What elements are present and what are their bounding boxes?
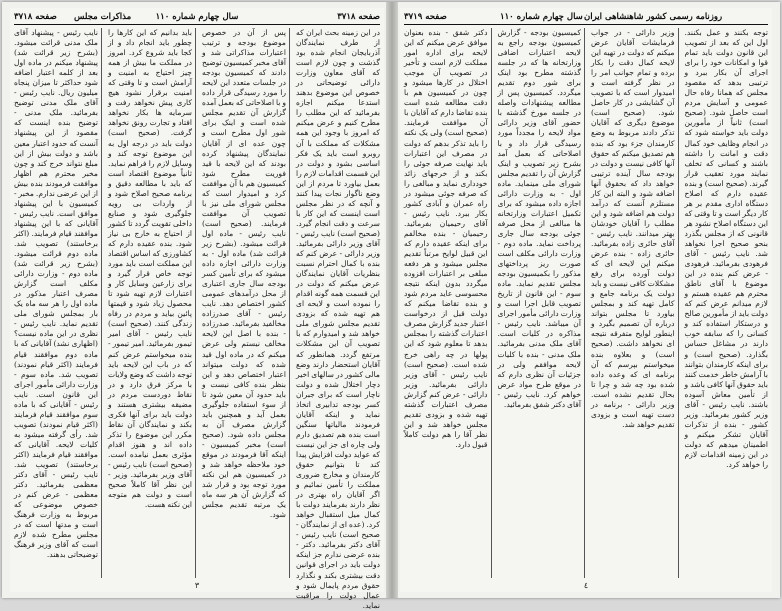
- left-column-2: پس از آن در خصوص موضوع بودجه و ترتیب اعتبارات مذاکراتی شد و آقای مخبر کمیسیون توضیح دادند که کمیسیون بودجه در جلسات متعدد این لایحه را مورد رسیدگی قرار داده و با اصلاحاتی که بعمل آمده گزارش آن تقدیم مجلس شده است و اینک برای شور اول مطرح است و چون عده ای از آقایان نمایندگان پیشنهاد کرده بودند که این لایحه با قید فوریت مطرح شود کمیسیون هم با آن موافقت کرد و امیدوار است که مجلس شورای ملی نیز با تصویب آن موافقت فرمایند. (صحیح است) نایب رئیس - ماده اول قرائت میشود. (بشرح زیر قرائت شد) ماده اول - به وزارت دارائی اجازه داده میشود که برای تأمین کسر بودجه سال جاری اعتباری از محل درآمدهای عمومی کشور اختصاص دهد. نایب رئیس - آقای صدرزاده مخالفید بفرمائید. صدرزاده - بنده با اصل این لایحه مخالف نیستم ولی عرض میکنم که در ماده اول قید شده که دولت میتواند اعتبار اختصاص دهد و این بنظر بنده کافی نیست و باید حدود آن معین شود تا از سوء استفاده جلوگیری بعمل آید و همچنین باید گزارش مصرف آن به مجلس داده شود. (صحیح است) مخبر کمیسیون - اینکه آقا فرمودند در موقع خود ملاحظه خواهد شد و در کمیسیون هم این نکته مورد توجه بود و قرار شد که گزارش آن هر سه ماه یک مرتبه تقدیم مجلس شود.: [202, 28, 290, 578]
- right-page-header: [404, 10, 768, 25]
- right-page: [400, 8, 772, 592]
- left-column-1: در این زمینه بحث ایران که از طرف نمایندگان آذربایجان انجام شده بود گذشت و چون لازم است که آقای معاون وزارت دارائی توضیحاتی در خصوص این موضوع بدهند استدعا میکنم اجازه بفرمائید که این مطلب را مطرح کنیم و عرض میکنم که امروز با وجود این همه مشکلات که مملکت با آن روبرو است باید یک فکر اساسی بشود و دولت در این قسمت اقدامات لازم را بعمل بیاورد تا مردم از این وضع ناگوار نجات پیدا کنند و آنچه که در نظر مجلس است اینست که این کار با سرعت و دقت انجام گیرد. (صحیح است) نایب رئیس - آقای وزیر دارائی بفرمائید. وزیر دارائی - عرض کنم که بنده با کمال احترام نسبت بنظریات آقایان نمایندگان عرض میکنم که دولت در این قسمت همه گونه اقدام را نموده است و لایحه ای هم تهیه شده که بزودی تقدیم مجلس شورای ملی خواهد شد و امیدوارم که با تصویب آن این مشکلات مرتفع گردد. همانطور که آقایان استحضار دارند وضع مالی کشور در سالهای اخیر دچار اختلال شده و دولت ناچار است که برای جبران کسر بودجه تدابیری اتخاذ نماید و اینکه آقایان فرمودند مالیاتها سنگین است بنده هم تصدیق دارم ولی چاره ای جز این نیست که عواید دولت افزایش پیدا کند تا بتوانیم حقوق کارمندان و مخارج ضروری مملکت را تأمین نمائیم و اگر آقایان راه بهتری در نظر دارند بفرمایند دولت با کمال میل استقبال خواهد کرد. (عده ای از نمایندگان - صحیح است) نایب رئیس - آقای دکتر بفرمائید. دکتر - بنده عرضی ندارم جز اینکه دولت باید در اجرای قوانین دقت بیشتری بکند و نگذارد حقوق مردم پایمال شود و عمال دولت را مراقبت نماید.: [296, 28, 380, 610]
- book-gutter: [386, 2, 398, 598]
- right-column-4: دکتر شفق - بنده بعنوان موافق عرض میکنم که این لایحه برای اداره امور مملکت لازم است و تأخیر در تصویب آن موجب اختلال در کارها میشود و چون در کمیسیون هم با دقت مطالعه شده است بنده تقاضا دارم که آقایان با آن موافقت فرمایند. (صحیح است) ولی یک نکته را باید تذکر بدهم که دولت در مصرف این اعتبارات باید نهایت صرفه جوئی را بکند و از خرجهای زائد خودداری نماید و مبالغی را که صرفه جوئی میشود در راه عمران و آبادی کشور بکار ببرد. نایب رئیس - آقای رحیمیان بفرمائید. رحیمیان - بنده مخالفم برای اینکه عقیده دارم که این قبیل لوایح مرتباً تقدیم مجلس میشود و هر دفعه مبلغی بر اعتبارات افزوده میگردد بدون اینکه نتیجه محسوسی عاید مردم شود و بنده تقاضا میکنم که دولت قبل از درخواست اعتبار جدید گزارش مصرف اعتبارات گذشته را بمجلس بدهد تا معلوم شود که این پولها در چه راهی خرج شده است. (صحیح است) نایب رئیس - آقای وزیر دارائی بفرمائید. وزیر دارائی - عرض کنم گزارش مصرف اعتبارات گذشته تهیه شده و بزودی تقدیم مجلس خواهد شد و این نظر آقا را هم دولت کاملاً قبول دارد.: [404, 28, 492, 578]
- left-page-folio: ٣: [194, 581, 200, 590]
- right-page-folio: ٤: [583, 581, 589, 590]
- left-column-4: نایب رئیس - پیشنهاد آقای ملک مدنی قرائت میشود. (بشرح زیر قرائت شد) پیشنهاد میکنم در ماده اول بعد از کلمه اعتبار اضافه شود حداکثر تا میزان پنجاه میلیون ریال. نایب رئیس - آقای ملک مدنی توضیح بفرمائید. ملک مدنی - توضیح بنده اینست که مقصود از این پیشنهاد آنست که حدود اعتبار معین باشد و دولت بیش از این مبلغ نتواند خرج کند و چون مخبر محترم هم اظهار موافقت فرمودند بنده بیش از این عرضی ندارم. مخبر - کمیسیون با این پیشنهاد موافق است. نایب رئیس - آقایانی که با این پیشنهاد موافقند قیام فرمایند. (اکثر برخاستند) تصویب شد. ماده دوم قرائت میشود. (بشرح زیر قرائت شد) ماده دوم - وزارت دارائی مکلف است گزارش مصرف اعتبار مذکور در ماده اول را هر سه ماه یک بار بمجلس شورای ملی تقدیم نماید. نایب رئیس - نظری در این ماده نیست؟ (اظهاری نشد) آقایانی که با ماده دوم موافقند قیام فرمایند (اکثر قیام نمودند) تصویب شد. ماده سوم - وزارت دارائی مأمور اجرای این قانون است. نایب رئیس - آقایانی که با ماده سوم موافقند قیام فرمایند (اکثر قیام نمودند) تصویب شد. رأی گرفته میشود به کلیات لایحه. آقایانی که موافقند قیام فرمایند (اکثر برخاستند) تصویب شد. نایب رئیس - آقای دکتر معظمی بفرمائید. دکتر معظمی - عرض کنم در خصوص موضوعی که مربوط به وزارت فرهنگ است و مدتها است که در مجلس مطرح شده لازم است که آقای وزیر فرهنگ توضیحاتی بدهند.: [14, 28, 102, 578]
- right-page-title: روزنامه رسمی کشور شاهنشاهی ایران: [584, 12, 723, 22]
- left-page-title: سال چهارم شماره ۱۱۰: [155, 12, 239, 22]
- left-page-number-outer: صفحه ٣٧١٨: [337, 12, 380, 22]
- left-page-header: [14, 10, 380, 25]
- left-page-section: مذاکرات مجلس: [74, 12, 132, 22]
- right-page-columns: [404, 28, 768, 578]
- right-column-3: کمیسیون بودجه - گزارش کمیسیون بودجه راجع به لایحه اعتبارات اضافی وزارتخانه ها که در جلسه گذشته مطرح بود اینک برای شور دوم تقدیم میگردد. کمیسیون پس از مطالعه پیشنهادات واصله در جلسه مورخ گذشته با حضور آقای وزیر دارائی مواد لایحه را مجدداً مورد رسیدگی قرار داد و با اصلاحاتی که بعمل آمد بشرح زیر تصویب و اینک گزارش آن را تقدیم مجلس شورای ملی مینماید. ماده اول - به وزارت دارائی اجازه داده میشود که برای تکمیل اعتبارات وزارتخانه ها مبالغی از محل صرفه جوئی بودجه سال جاری پرداخت نماید. ماده دوم - وزارت دارائی مکلف است صورت ریز پرداختهای مذکور را بکمیسیون بودجه مجلس تقدیم نماید. ماده سوم - این قانون از تاریخ تصویب قابل اجرا است و وزارت دارائی مأمور اجرای آن میباشد. نایب رئیس - مذاکره در کلیات است. آقای ملک مدنی بفرمائید. ملک مدنی - بنده با کلیات لایحه موافقم ولی در جزئیات آن نظری دارم که در موقع طرح مواد عرض خواهم کرد. نایب رئیس - آقای دکتر شفق بفرمائید.: [498, 28, 586, 578]
- right-page-number-outer: صفحه ٣٧١٩: [404, 12, 447, 22]
- left-page-columns: [14, 28, 380, 610]
- left-column-3: باید بدانیم که این کارها را چطور باید انجام داد و از کجا باید شروع کرد. امروز در مملکت ما بیش از همه چیز احتیاج به امنیت و آرامش است و تا وقتی که امنیت برقرار نشود هیچ کاری پیش نخواهد رفت و سرمایه ها بکار نخواهد افتاد و تجارت رونق نخواهد گرفت. (صحیح است) دولت باید در درجه اول به این موضوع توجه کند و وسایل لازم را فراهم نماید. ثانیاً موضوع اقتصاد است که باید با مطالعه دقیق و برنامه صحیح اصلاح شود و از واردات بی رویه جلوگیری شود و صنایع داخلی تقویت گردد تا کشور از احتیاج به خارج بی نیاز شود. بنده عقیده دارم که کشاورزی که اساس اقتصاد این مملکت است باید مورد توجه خاص قرار گیرد و برای زارعین وسایل کار و اعتبارات لازم تهیه شود تا محصول زیاد شود و قیمتها پائین بیاید و مردم در رفاه زندگی کنند. (صحیح است) نایب رئیس - آقای امیر تیمور بفرمائید. امیر تیمور - بنده میخواستم عرض کنم که در باب این لایحه باید توجه داشت که وضع ولایات با مرکز فرق دارد و در نقاط دوردست مردم در مضیقه بیشتری هستند و دولت باید برای آنها فکری بکند و نمایندگان آن نقاط مکرر این موضوع را تذکر داده اند و هنوز اقدام مؤثری بعمل نیامده است. (صحیح است) نایب رئیس - آقای وزیر بفرمائید. وزیر - این نظر آقا کاملاً صحیح است و دولت هم متوجه این نکته هست.: [108, 28, 196, 578]
- right-page-issue: سال چهارم شماره ۱۱۰: [500, 12, 583, 22]
- right-column-1: توجه بکنند و عمل بکنند. اول این که بعد از تصویب این قانون دولت باید تمام قوا و امکانات خود را برای اجرای آن بکار ببرد و ترتیبی بدهد که مقصود مجلس که همانا رفاه حال عمومی و آسایش مردم است حاصل شود. (صحیح است) ثانیاً از مأمورین دولت باید خواسته شود که در انجام وظایف خود کمال دقت و امانت را داشته باشند و کسانی که تخلف نمایند مورد تعقیب قرار گیرند. (صحیح است) و بنده عقیده دارم که اصلاح دستگاه اداری مقدم بر هر کار دیگر است و تا وقتی که این دستگاه اصلاح نشود هر قانونی که از مجلس بگذرد بنحو صحیح اجرا نخواهد شد. نایب رئیس - آقای فرهودی بفرمائید. فرهودی - عرض کنم بنده در این موضوع با آقای ناطق محترم هم عقیده هستم و لازم میدانم عرض کنم که دولت باید از مأمورین صالح و درستکار استفاده کند و کسانی را که سابقه خوب دارند در مشاغل حساس بگذارد. (صحیح است) و برای اینکه کارمندان بتوانند با آرامش خاطر خدمت کنند باید حقوق آنها کافی باشد و از تأمین معاش آسوده باشند. نایب رئیس - آقای وزیر کشور بفرمائید. وزیر کشور - بنده از تذکرات آقایان تشکر میکنم و اطمینان میدهم که دولت در این زمینه اقدامات لازم را خواهد کرد.: [684, 28, 768, 470]
- right-column-2: وزیر دارائی - در جواب فرمایشات آقایان عرض میکنم که دولت در تهیه این لایحه کمال دقت را بکار برده و تمام جوانب امر را در نظر گرفته است و امیدوار است که با تصویب آن گشایشی در کار حاصل شود. (صحیح است) موضوع دیگری که آقایان تذکر دادند مربوط به وضع کارمندان جزء بود که بنده هم تصدیق میکنم که حقوق آنها کافی نیست و دولت در بودجه سال آینده ترتیبی خواهد داد که بحقوق آنها اضافه شود و البته این کار مستلزم آنست که درآمد دولت هم اضافه شود و این مطلب را آقایان خودشان بهتر میدانند. نایب رئیس - آقای حائری زاده بفرمائید. حائری زاده - بنده عرض میکنم این لایحه ای که دولت آورده برای رفع مشکلات کافی نیست و باید دولت یک برنامه جامع و کامل تهیه کند و بمجلس بیاورد تا مجلس بتواند درباره آن تصمیم بگیرد و اینطور لوایح متفرقه نتیجه ای نخواهد داشت. (صحیح است) و بعلاوه بنده میخواستم بپرسم که آن برنامه ای که وعده داده شده بود چه شد و چرا تا بحال تقدیم نشده است. وزیر دارائی - برنامه در دست تهیه است و بزودی تقدیم خواهد شد.: [591, 28, 679, 578]
- left-page: [10, 8, 384, 610]
- newspaper-spread: [2, 2, 780, 610]
- left-page-number-inner: صفحه ٣٧١٨: [14, 12, 57, 22]
